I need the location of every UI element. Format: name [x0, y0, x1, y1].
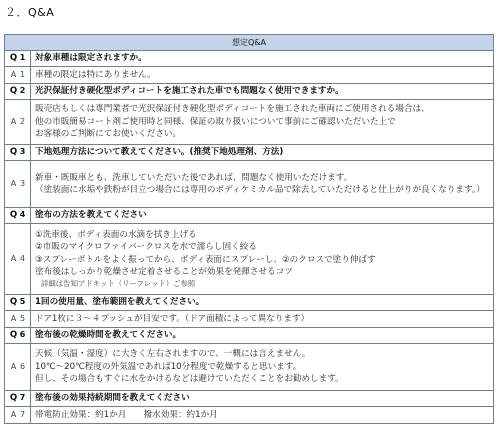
- a-mark: A: [10, 314, 17, 324]
- item-number: 5: [19, 297, 26, 307]
- answer-line: 販売店もしくは専門業者で光沢保証付き硬化型ボディコートを施工された車両にご使用される場合は、: [35, 104, 430, 115]
- answer-row: [5, 67, 494, 84]
- item-number: 1: [19, 53, 26, 63]
- q-mark: Q: [9, 393, 18, 404]
- table-header: 想定Q&A: [5, 35, 494, 51]
- answer-label: [5, 100, 31, 145]
- item-number: 2: [19, 117, 26, 127]
- answer-label: [5, 224, 31, 295]
- a-mark: A: [10, 70, 17, 80]
- answer-line: ドア1枚に３～４プッシュが目安です。（ドア面積によって異なります）: [35, 313, 310, 324]
- a-mark: A: [10, 362, 17, 372]
- answer-label: [5, 311, 31, 328]
- question-label: [5, 84, 31, 100]
- answer-row: [5, 344, 494, 391]
- question-row: [5, 84, 494, 100]
- question-label: [5, 145, 31, 161]
- answer-line: ②市販のマイクロファイバークロスを水で濡らし固く絞る: [35, 242, 257, 253]
- answer-line: ③スプレーボトルをよく振ってから、ボディ表面にスプレーし、②のクロスで塗り伸ばす: [35, 254, 376, 265]
- answer-text: [31, 407, 494, 424]
- answer-row: [5, 407, 494, 424]
- answer-row: [5, 100, 494, 145]
- item-number: 7: [19, 410, 26, 420]
- question-label: [5, 51, 31, 67]
- answer-line: 他の市販簡易コート剤ご使用時と同様、保証の取り扱いについて事前にご確認いただいた上で: [35, 116, 396, 127]
- answer-text: [31, 100, 494, 145]
- q-mark: Q: [9, 147, 18, 158]
- a-mark: A: [10, 410, 17, 420]
- answer-note: 詳細は告知アドキット（リーフレット）ご参照: [41, 278, 196, 288]
- question-row: [5, 208, 494, 224]
- answer-label: [5, 407, 31, 424]
- answer-line: 10℃～20℃程度の外気温であれば10分程度で乾燥すると思います。: [35, 361, 302, 372]
- item-number: 3: [19, 179, 26, 189]
- question-text: 下地処理方法について教えてください。(推奨下地処理剤、方法): [31, 145, 494, 161]
- section-title: ２．Q&A: [5, 6, 55, 19]
- answer-line: 新車・既販車とも、洗車していただいた後であれば、問題なく使用いただけます。: [35, 172, 353, 183]
- answer-label: [5, 344, 31, 391]
- a-mark: A: [10, 117, 17, 127]
- question-label: [5, 328, 31, 344]
- question-label: [5, 391, 31, 407]
- answer-row: [5, 161, 494, 208]
- question-label: [5, 208, 31, 224]
- answer-line: 車種の限定は特にありません。: [35, 69, 156, 80]
- item-number: 1: [19, 70, 26, 80]
- item-number: 4: [19, 254, 26, 264]
- question-label: [5, 295, 31, 311]
- answer-line: 帯電防止効果：約1か月 撥水効果：約1か月: [35, 409, 218, 420]
- question-text: 塗布後の乾燥時間を教えてください。: [31, 328, 494, 344]
- answer-label: [5, 67, 31, 84]
- answer-line: 但し、その場合もすぐに水をかけるなどは避けていただくことをお勧めします。: [35, 374, 344, 385]
- item-number: 6: [19, 330, 26, 340]
- qa-table: [4, 34, 494, 424]
- question-row: [5, 391, 494, 407]
- item-number: 3: [19, 147, 26, 157]
- a-mark: A: [10, 179, 17, 189]
- answer-line: 塗布後はしっかり乾燥させ定着させることが効果を発揮させるコツ: [35, 267, 293, 278]
- question-row: [5, 51, 494, 67]
- table-header-row: [5, 35, 494, 51]
- question-text: 1回の使用量、塗布範囲を教えてください。: [31, 295, 494, 311]
- answer-line: お客様のご判断にてお使いください。: [35, 129, 182, 140]
- question-text: 塗布の方法を教えてください: [31, 208, 494, 224]
- answer-row: [5, 311, 494, 328]
- q-mark: Q: [9, 330, 18, 341]
- item-number: 4: [19, 210, 26, 220]
- question-row: [5, 328, 494, 344]
- item-number: 2: [19, 86, 26, 96]
- item-number: 7: [19, 393, 26, 403]
- question-text: 光沢保証付き硬化型ボディコートを施工された車でも問題なく使用できますか。: [31, 84, 494, 100]
- answer-line: （塗装面に水垢や鉄粉が目立つ場合には専用のボディケミカル品で除去していただけると仕上がりが良くなります。）: [35, 185, 485, 195]
- question-text: 対象車種は限定されますか。: [31, 51, 494, 67]
- answer-row: [5, 224, 494, 295]
- item-number: 5: [19, 314, 26, 324]
- q-mark: Q: [9, 297, 18, 308]
- answer-line: ①洗車後、ボディ表面の水滴を拭き上げる: [35, 229, 197, 240]
- item-number: 6: [19, 362, 26, 372]
- answer-label: [5, 161, 31, 208]
- answer-text: [31, 161, 494, 208]
- answer-line: 天候（気温・湿度）に大きく左右されますので、一概には言えません。: [35, 349, 311, 360]
- q-mark: Q: [9, 210, 18, 221]
- answer-text: [31, 224, 494, 295]
- q-mark: Q: [9, 53, 18, 64]
- q-mark: Q: [9, 86, 18, 97]
- answer-text: [31, 311, 494, 328]
- question-row: [5, 145, 494, 161]
- answer-text: [31, 344, 494, 391]
- answer-text: [31, 67, 494, 84]
- a-mark: A: [10, 254, 17, 264]
- question-row: [5, 295, 494, 311]
- question-text: 塗布後の効果持続期間を教えてください: [31, 391, 494, 407]
